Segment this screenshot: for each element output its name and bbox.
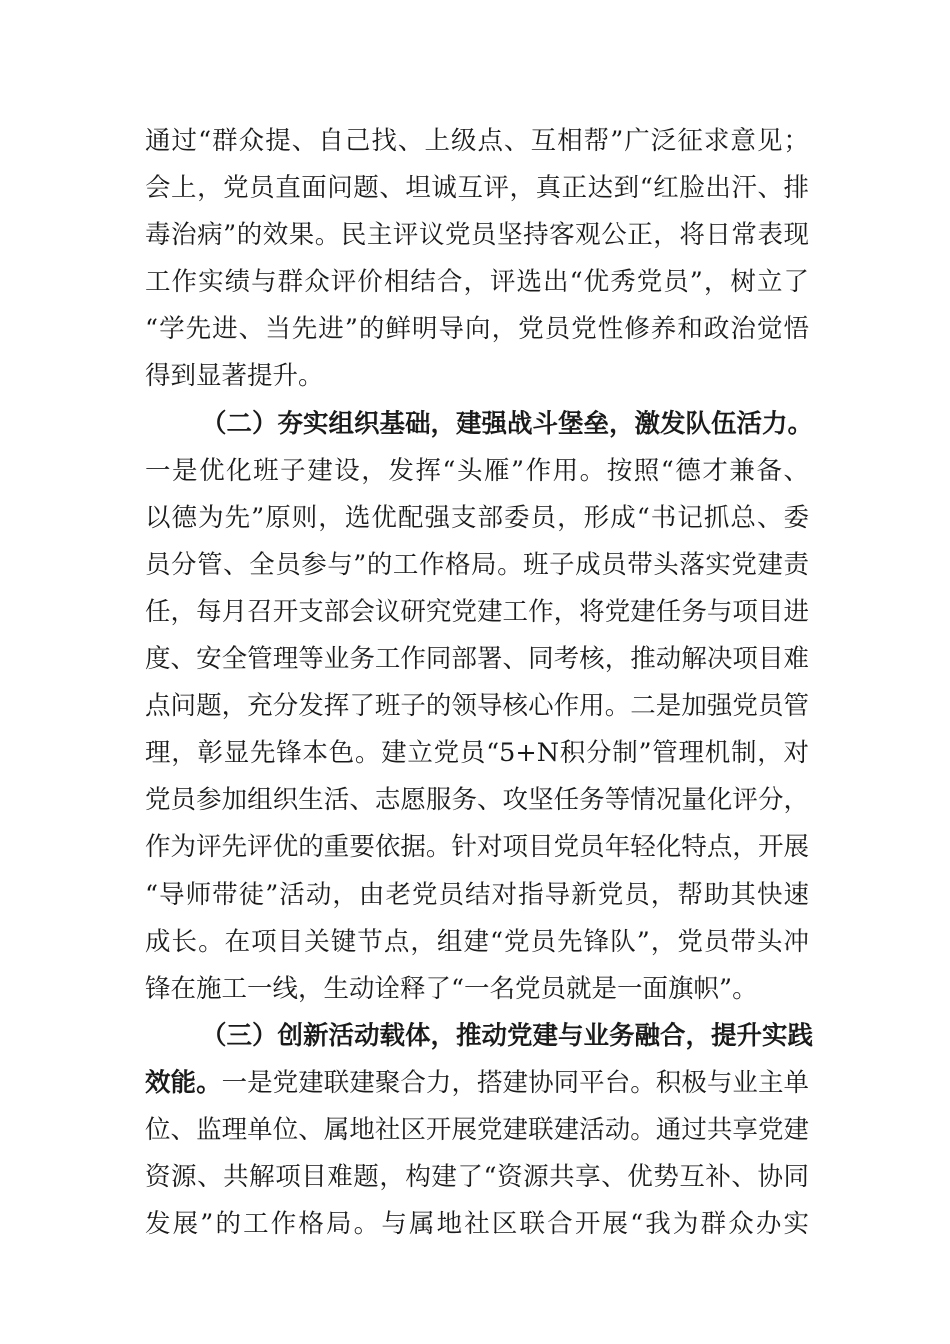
text-line: 成长。在项目关键节点，组建“党员先锋队”，党员带头冲 (145, 926, 809, 957)
text-line: 以德为先”原则，选优配强支部委员，形成“书记抓总、委 (145, 502, 809, 533)
text-line: 任，每月召开支部会议研究党建工作，将党建任务与项目进 (145, 596, 809, 627)
paragraph-3 (145, 1013, 814, 1248)
text-line: 锋在施工一线，生动诠释了“一名党员就是一面旗帜”。 (145, 973, 758, 1004)
text-line: 得到显著提升。 (145, 361, 324, 392)
text-line: 作为评先评优的重要依据。针对项目党员年轻化特点，开展 (145, 832, 809, 863)
section-heading-end: 效能。 (145, 1067, 222, 1098)
text-line: 会上，党员直面问题、坦诚互评，真正达到“红脸出汗、排 (145, 173, 809, 204)
section-heading: （三）创新活动载体，推动党建与业务融合，提升实践 (201, 1020, 814, 1051)
section-heading: （二）夯实组织基础，建强战斗堡垒，激发队伍活力。 (201, 408, 814, 439)
paragraph-2 (145, 401, 814, 1013)
document-page (145, 118, 814, 1248)
text-line: “学先进、当先进”的鲜明导向，党员党性修养和政治觉悟 (145, 314, 809, 345)
text-line: “导师带徒”活动，由老党员结对指导新党员，帮助其快速 (145, 879, 809, 910)
text-line: 度、安全管理等业务工作同部署、同考核，推动解决项目难 (145, 644, 809, 675)
text-line: 党员参加组织生活、志愿服务、攻坚任务等情况量化评分， (145, 785, 809, 816)
text-fragment: 一是党建联建聚合力，搭建协同平台。积极与业主单 (221, 1067, 809, 1098)
text-line: 理，彰显先锋本色。建立党员“5+N积分制”管理机制，对 (145, 738, 809, 769)
text-line: 点问题，充分发挥了班子的领导核心作用。二是加强党员管 (145, 691, 809, 722)
text-line: 一是优化班子建设，发挥“头雁”作用。按照“德才兼备、 (145, 455, 809, 486)
text-line: 工作实绩与群众评价相结合，评选出“优秀党员”，树立了 (145, 267, 809, 298)
text-line (145, 1060, 809, 1107)
paragraph-1 (145, 118, 809, 401)
text-line: 位、监理单位、属地社区开展党建联建活动。通过共享党建 (145, 1114, 809, 1145)
text-line: 员分管、全员参与”的工作格局。班子成员带头落实党建责 (145, 549, 809, 580)
text-line: 毒治病”的效果。民主评议党员坚持客观公正，将日常表现 (145, 220, 809, 251)
text-line: 资源、共解项目难题，构建了“资源共享、优势互补、协同 (145, 1162, 809, 1193)
text-line: 通过“群众提、自己找、上级点、互相帮”广泛征求意见； (145, 126, 809, 156)
text-line: 发展”的工作格局。与属地社区联合开展“我为群众办实 (145, 1209, 809, 1240)
